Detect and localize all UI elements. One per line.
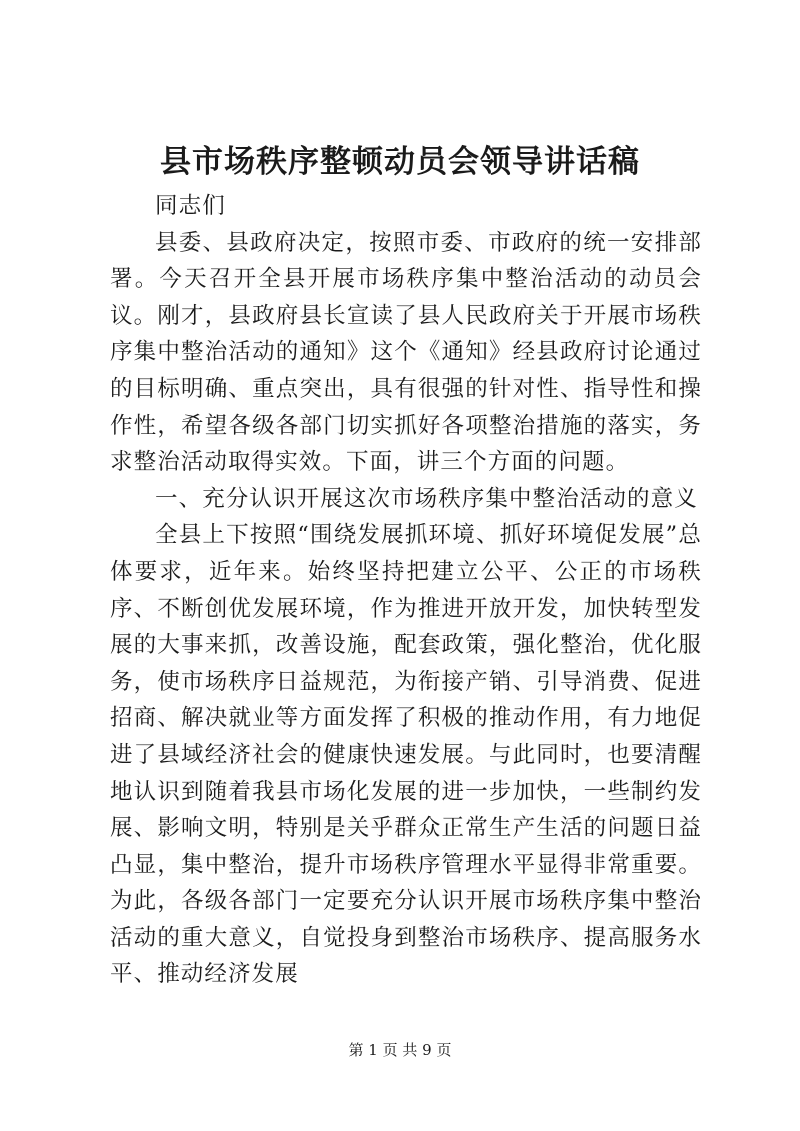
document-body bbox=[110, 188, 702, 993]
document-title: 县市场秩序整顿动员会领导讲话稿 bbox=[160, 144, 640, 180]
greeting: 同志们 bbox=[155, 193, 226, 219]
section-heading-1: 一、充分认识开展这次市场秩序集中整治活动的意义 bbox=[155, 485, 698, 512]
page-footer: 第 1 页 共 9 页 bbox=[348, 1041, 452, 1059]
paragraph-intro: 县委、县政府决定，按照市委、市政府的统一安排部署。今天召开全县开展市场秩序集中整治活动的动员会议。刚才，县政府县长宣读了县人民政府关于开展市场秩序集中整治活动的通知》这个《通知》经县政府讨论通过的目标明确、重点突出，具有很强的针对性、指导性和操作性，希望各级各部门切实抓好各项整治措施的落实，务求整治活动取得实效。下面，讲三个方面的问题。 bbox=[110, 229, 702, 476]
paragraph-section-1: 全县上下按照“围绕发展抓环境、抓好环境促发展”总体要求，近年来。始终坚持把建立公平、公正的市场秩序、不断创优发展环境，作为推进开放开发，加快转型发展的大事来抓，改善设施，配套政策，强化整治，优化服务，使市场秩序日益规范，为衔接产销、引导消费、促进招商、解决就业等方面发挥了积极的推动作用，有力地促进了县域经济社会的健康快速发展。与此同时，也要清醒地认识到随着我县市场化发展的进一步加快，一些制约发展、影响文明，特别是关乎群众正常生产生活的问题日益凸显，集中整治，提升市场秩序管理水平显得非常重要。为此，各级各部门一定要充分认识开展市场秩序集中整治活动的重大意义，自觉投身到整治市场秩序、提高服务水平、推动经济发展 bbox=[110, 522, 702, 988]
